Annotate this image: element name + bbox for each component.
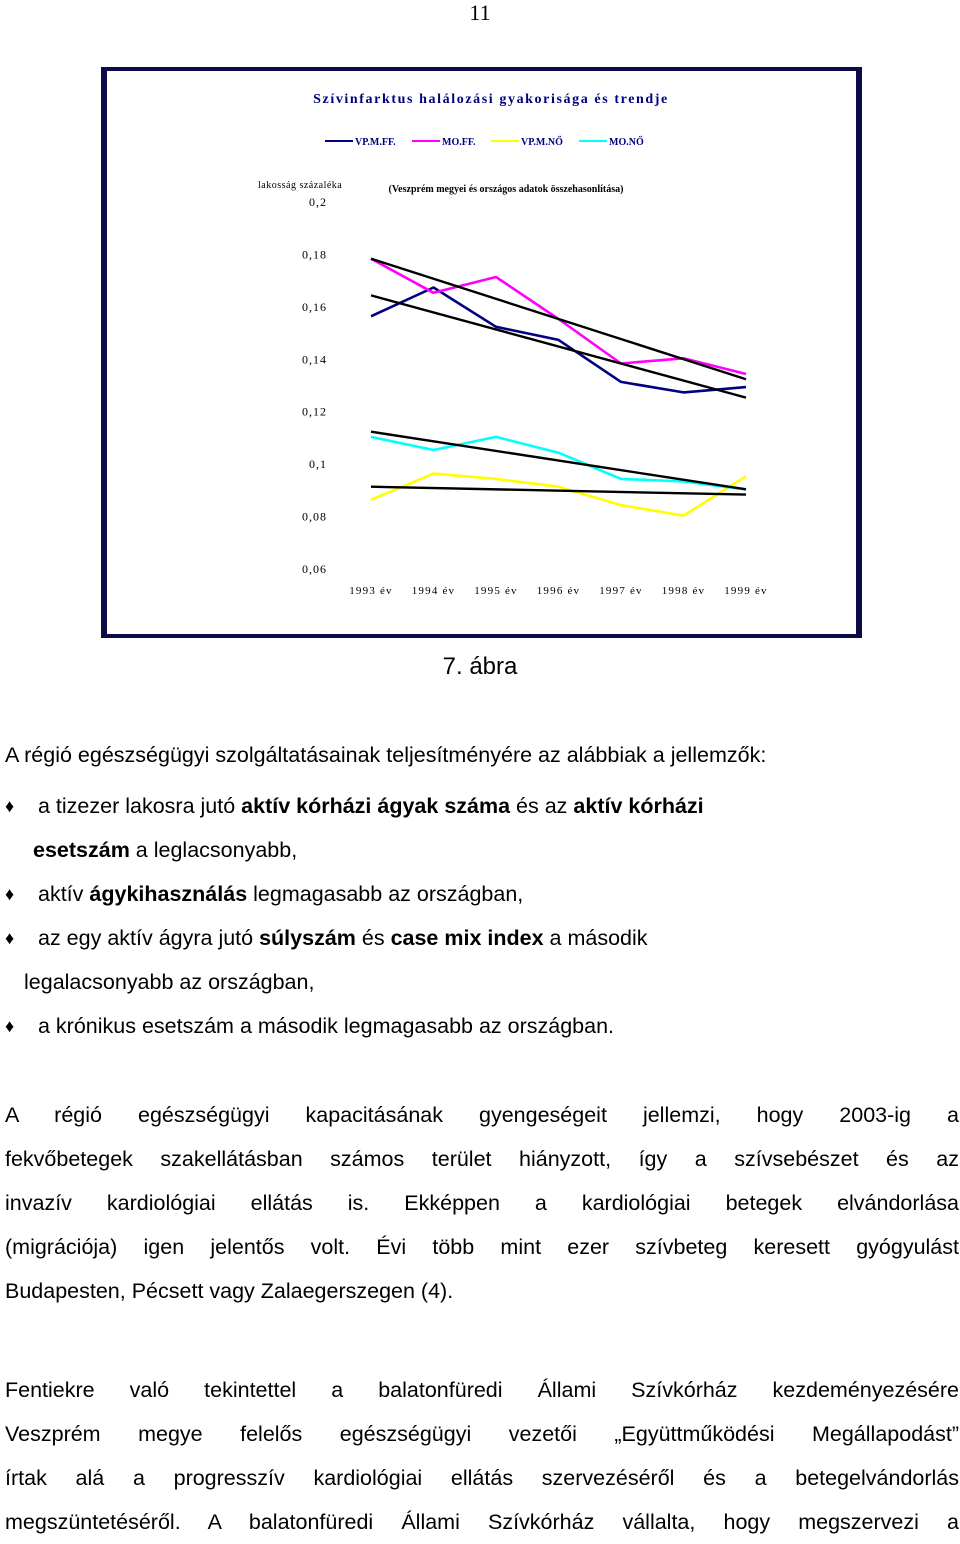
chart-subtitle: (Veszprém megyei és országos adatok összehasonlítása)	[388, 184, 624, 195]
legend-entry: VP.M.FF.	[355, 137, 396, 148]
y-tick-label: 0,1	[309, 457, 327, 472]
paragraph-line: A régió egészségügyi kapacitásának gyengeségeit jellemzi, hogy 2003-ig a	[5, 1103, 959, 1127]
list-item	[5, 916, 945, 1004]
bullet-text: a tizezer lakosra jutó	[38, 794, 242, 818]
legend-entry: VP.M.NŐ	[521, 137, 563, 148]
list-item	[5, 784, 945, 872]
chart-frame	[101, 67, 862, 638]
list-item	[5, 872, 945, 916]
x-tick-label: 1997 év	[599, 585, 643, 597]
bullet-bold-text: súlyszám	[259, 926, 356, 950]
bullet-text: a krónikus esetszám a második legmagasabb az országban.	[38, 1014, 615, 1038]
bullet-bold-text: case mix index	[390, 926, 544, 950]
diamond-bullet-icon: ♦	[5, 928, 15, 948]
x-tick-label: 1998 év	[661, 585, 706, 597]
chart-title: Szívinfarktus halálozási gyakorisága és trendje	[313, 92, 669, 107]
bullet-text: aktív	[38, 882, 90, 906]
y-tick-label: 0,08	[302, 509, 327, 524]
bullet-bold-text: esetszám	[33, 838, 130, 862]
y-tick-label: 0,18	[302, 247, 327, 262]
bullet-text: legmagasabb az országban,	[247, 882, 524, 906]
legend-entry: MO.NŐ	[609, 137, 644, 148]
paragraph-line: Fentiekre való tekintettel a balatonfüredi Állami Szívkórház kezdeményezésére	[5, 1378, 959, 1402]
diamond-bullet-icon: ♦	[5, 796, 15, 816]
paragraph-capacity	[5, 1093, 959, 1313]
bullet-text: és az	[510, 794, 574, 818]
bullet-text: a leglacsonyabb,	[129, 838, 298, 862]
paragraph-line: fekvőbetegek szakellátásban számos terület hiányzott, így a szívsebészet és az	[5, 1147, 959, 1171]
x-tick-label: 1993 év	[349, 585, 393, 597]
x-tick-label: 1996 év	[536, 585, 581, 597]
bullet-text: legalacsonyabb az országban,	[24, 970, 315, 994]
bullet-bold-text: ágykihasználás	[89, 882, 248, 906]
y-tick-label: 0,16	[302, 299, 327, 314]
y-tick-label: 0,2	[309, 195, 327, 209]
line-chart	[101, 67, 862, 638]
x-tick-label: 1995 év	[474, 585, 518, 597]
figure-caption: 7. ábra	[442, 653, 518, 680]
bullet-bold-text: aktív kórházi ágyak száma	[241, 794, 511, 818]
paragraph-line: írtak alá a progresszív kardiológiai ellátás szervezéséről és a betegelvándorlás	[5, 1466, 959, 1490]
bullet-list	[5, 784, 945, 1048]
paragraph-line: invazív kardiológiai ellátás is. Ekképpen a kardiológiai betegek elvándorlása	[5, 1191, 959, 1215]
paragraph-line: megszüntetéséről. A balatonfüredi Állami Szívkórház vállalta, hogy megszervezi a	[5, 1510, 959, 1534]
list-item	[5, 1004, 945, 1048]
x-tick-label: 1994 év	[411, 585, 456, 597]
x-tick-label: 1999 év	[724, 585, 768, 597]
bullet-text: az egy aktív ágyra jutó	[38, 926, 260, 950]
diamond-bullet-icon: ♦	[5, 1016, 15, 1036]
y-tick-label: 0,06	[302, 562, 327, 576]
paragraph-agreement	[5, 1368, 959, 1544]
page-number: 11	[469, 0, 491, 25]
paragraph-line: Budapesten, Pécsett vagy Zalaegerszegen (4).	[5, 1279, 454, 1303]
bullet-bold-text: aktív kórházi	[573, 794, 704, 818]
bullet-text: és	[355, 926, 391, 950]
intro-text: A régió egészségügyi szolgáltatásainak teljesítményére az alábbiak a jellemzők:	[5, 743, 767, 767]
paragraph-line: Veszprém megye felelős egészségügyi vezetői „Együttműködési Megállapodást”	[5, 1422, 959, 1446]
y-tick-label: 0,12	[302, 404, 327, 419]
chart-plot-background	[107, 71, 856, 634]
diamond-bullet-icon: ♦	[5, 884, 15, 904]
paragraph-line: (migrációja) igen jelentős volt. Évi több mint ezer szívbeteg keresett gyógyulást	[5, 1235, 959, 1259]
y-axis-label: lakosság százaléka	[258, 180, 343, 191]
legend-entry: MO.FF.	[442, 137, 476, 148]
y-tick-label: 0,14	[302, 352, 327, 367]
bullet-text: a második	[543, 926, 648, 950]
